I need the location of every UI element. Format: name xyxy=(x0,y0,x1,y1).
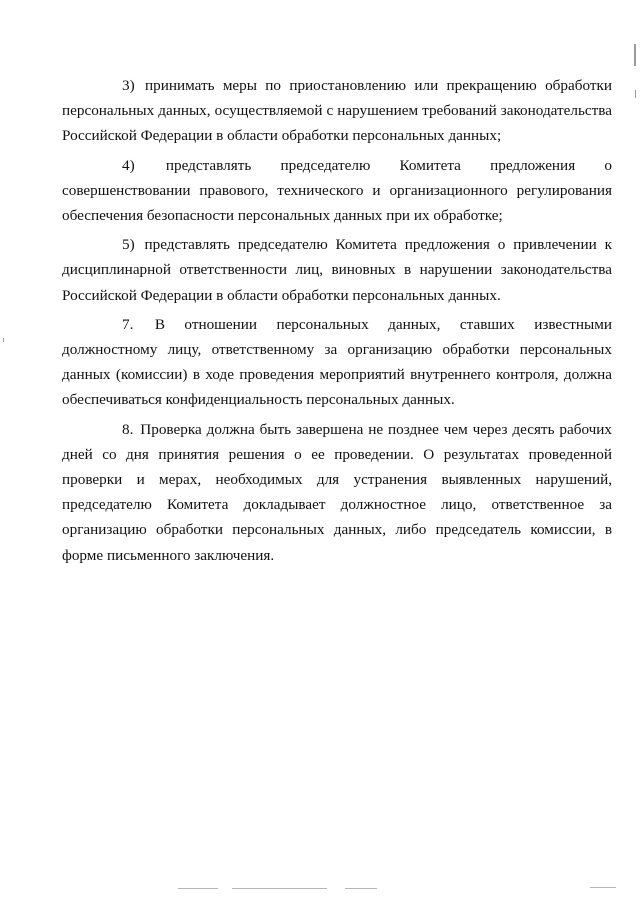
scan-artifact-bottom-4 xyxy=(590,887,616,888)
scan-artifact-bottom-1 xyxy=(178,888,218,889)
paragraph-text: представлять председателю Комитета предложения о совершенствовании правового, технического и организационного регулирования обеспечения безопасности персональных данных при их обработке; xyxy=(62,156,612,225)
scan-artifact-right-top xyxy=(634,44,636,66)
scan-artifact-bottom-3 xyxy=(345,888,377,889)
paragraph-number: 7. xyxy=(122,315,134,333)
paragraph-item-3 xyxy=(62,73,612,149)
paragraph-number: 5) xyxy=(122,236,135,254)
paragraph-text: Проверка должна быть завершена не позднее чем через десять рабочих дней со дня принятия решения о ее проведении. О результатах проведенной проверки и мерах, необходимых для устранения выявленных нарушений, председателю Комитета докладывает должностное лицо, ответственное за организацию обработки персональных данных, либо председатель комиссии, в форме письменного заключения. xyxy=(62,420,613,564)
scan-artifact-right-mid xyxy=(635,90,636,98)
paragraph-item-4 xyxy=(62,153,612,229)
paragraph-item-5 xyxy=(62,232,612,308)
paragraph-section-7 xyxy=(62,312,612,413)
paragraph-section-8 xyxy=(62,417,612,568)
paragraph-text: представлять председателю Комитета предложения о привлечении к дисциплинарной ответственности лиц, виновных в нарушении законодательства Российской Федерации в области обработки персональных данных. xyxy=(62,236,613,304)
paragraph-text: В отношении персональных данных, ставших известными должностному лицу, ответственному за организацию обработки персональных данных (комиссии) в ходе проведения мероприятий внутреннего контроля, должна обеспечиваться конфиденциальность персональных данных. xyxy=(62,315,613,409)
document-body xyxy=(62,73,612,572)
paragraph-number: 8. xyxy=(122,420,134,438)
paragraph-number: 4) xyxy=(122,156,135,174)
scan-artifact-left xyxy=(3,338,4,342)
scan-artifact-bottom-2 xyxy=(232,888,327,889)
paragraph-number: 3) xyxy=(122,77,135,94)
paragraph-text: принимать меры по приостановлению или прекращению обработки персональных данных, осуществляемой с нарушением требований законодательства Российской Федерации в области обработки персональных данных; xyxy=(62,77,612,145)
